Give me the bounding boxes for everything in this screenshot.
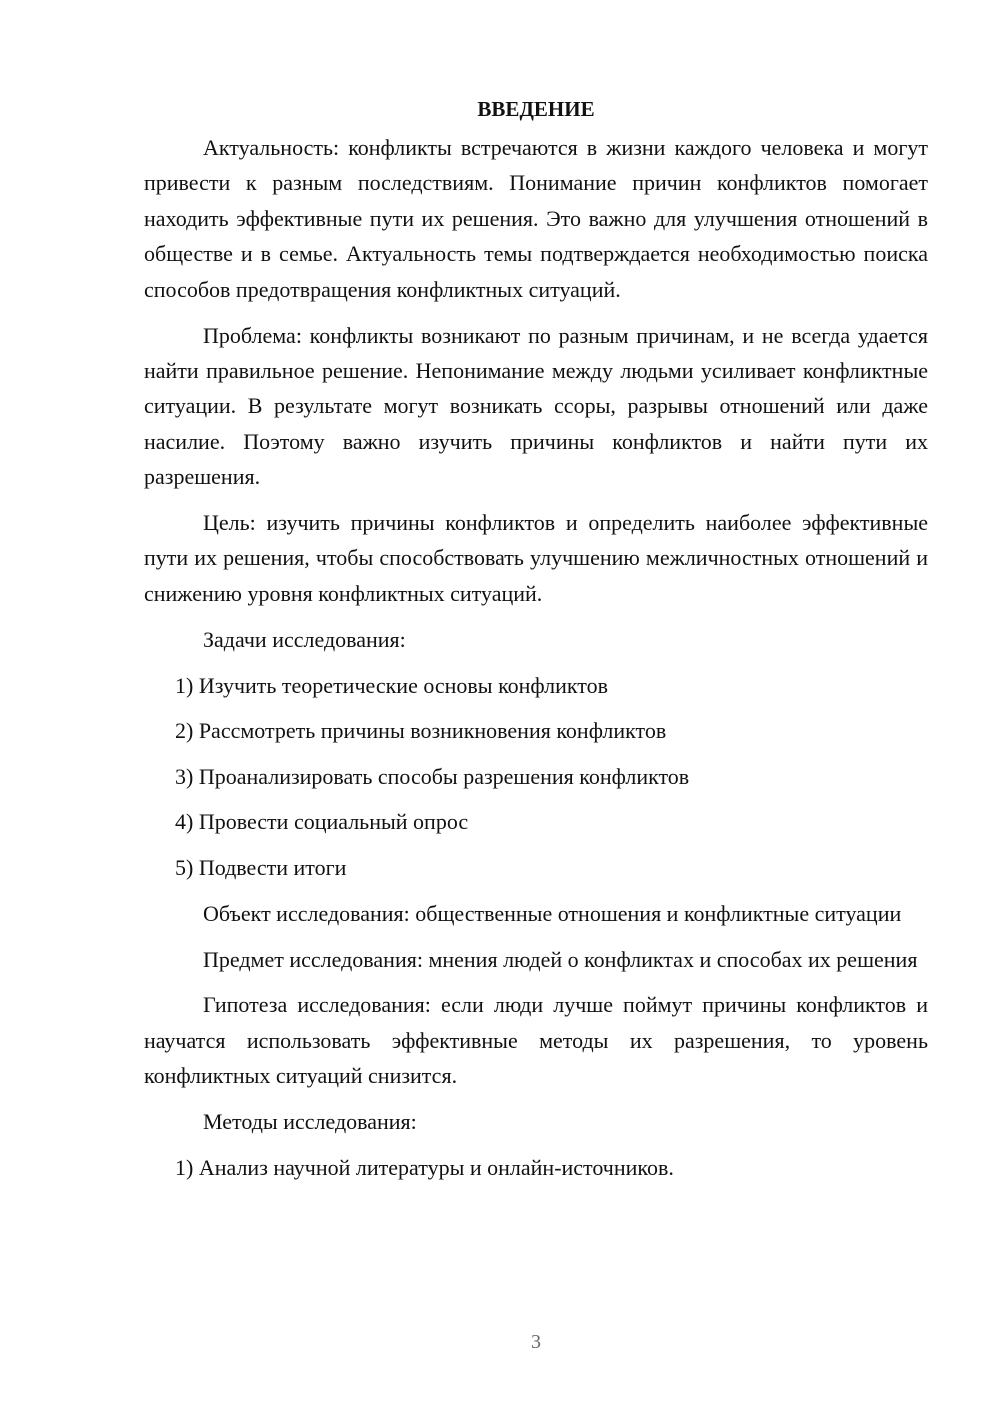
goal-paragraph: Цель: изучить причины конфликтов и определить наиболее эффективные пути их решения, чтобы способствовать улучшению межличностных отношений и снижению уровня конфликтных ситуаций. [144,510,928,606]
tasks-list [144,668,928,886]
list-item: 2) Рассмотреть причины возникновения конфликтов [175,718,667,744]
section-heading: ВВЕДЕНИЕ [477,97,595,121]
list-item: 3) Проанализировать способы разрешения конфликтов [175,763,690,789]
object-paragraph: Объект исследования: общественные отношения и конфликтные ситуации [203,900,902,926]
subject-paragraph: Предмет исследования: мнения людей о конфликтах и способах их решения [203,946,918,972]
page-number: 3 [531,1331,541,1353]
relevance-paragraph: Актуальность: конфликты встречаются в жизни каждого человека и могут привести к разным последствиям. Понимание причин конфликтов помогает находить эффективные пути их решения. Это важно для улучшения отношений в обществе и в семье. Актуальность темы подтверждается необходимостью поиска способов предотвращения конфликтных ситуаций. [144,135,928,302]
list-item: 5) Подвести итоги [175,855,347,881]
list-item: 4) Провести социальный опрос [175,809,469,835]
hypothesis-paragraph: Гипотеза исследования: если люди лучше поймут причины конфликтов и научатся использовать эффективные методы их разрешения, то уровень конфликтных ситуаций снизится. [144,992,928,1089]
methods-label: Методы исследования: [203,1109,417,1135]
list-item: 1) Изучить теоретические основы конфликтов [175,672,608,698]
tasks-label: Задачи исследования: [203,626,406,652]
problem-paragraph: Проблема: конфликты возникают по разным причинам, и не всегда удается найти правильное решение. Непонимание между людьми усиливает конфликтные ситуации. В результате могут возникать ссоры, разрывы отношений или даже насилие. Поэтому важно изучить причины конфликтов и найти пути их разрешения. [144,322,928,490]
page-content [144,92,928,1196]
list-item: 1) Анализ научной литературы и онлайн-источников. [175,1155,674,1181]
methods-list [144,1150,928,1185]
